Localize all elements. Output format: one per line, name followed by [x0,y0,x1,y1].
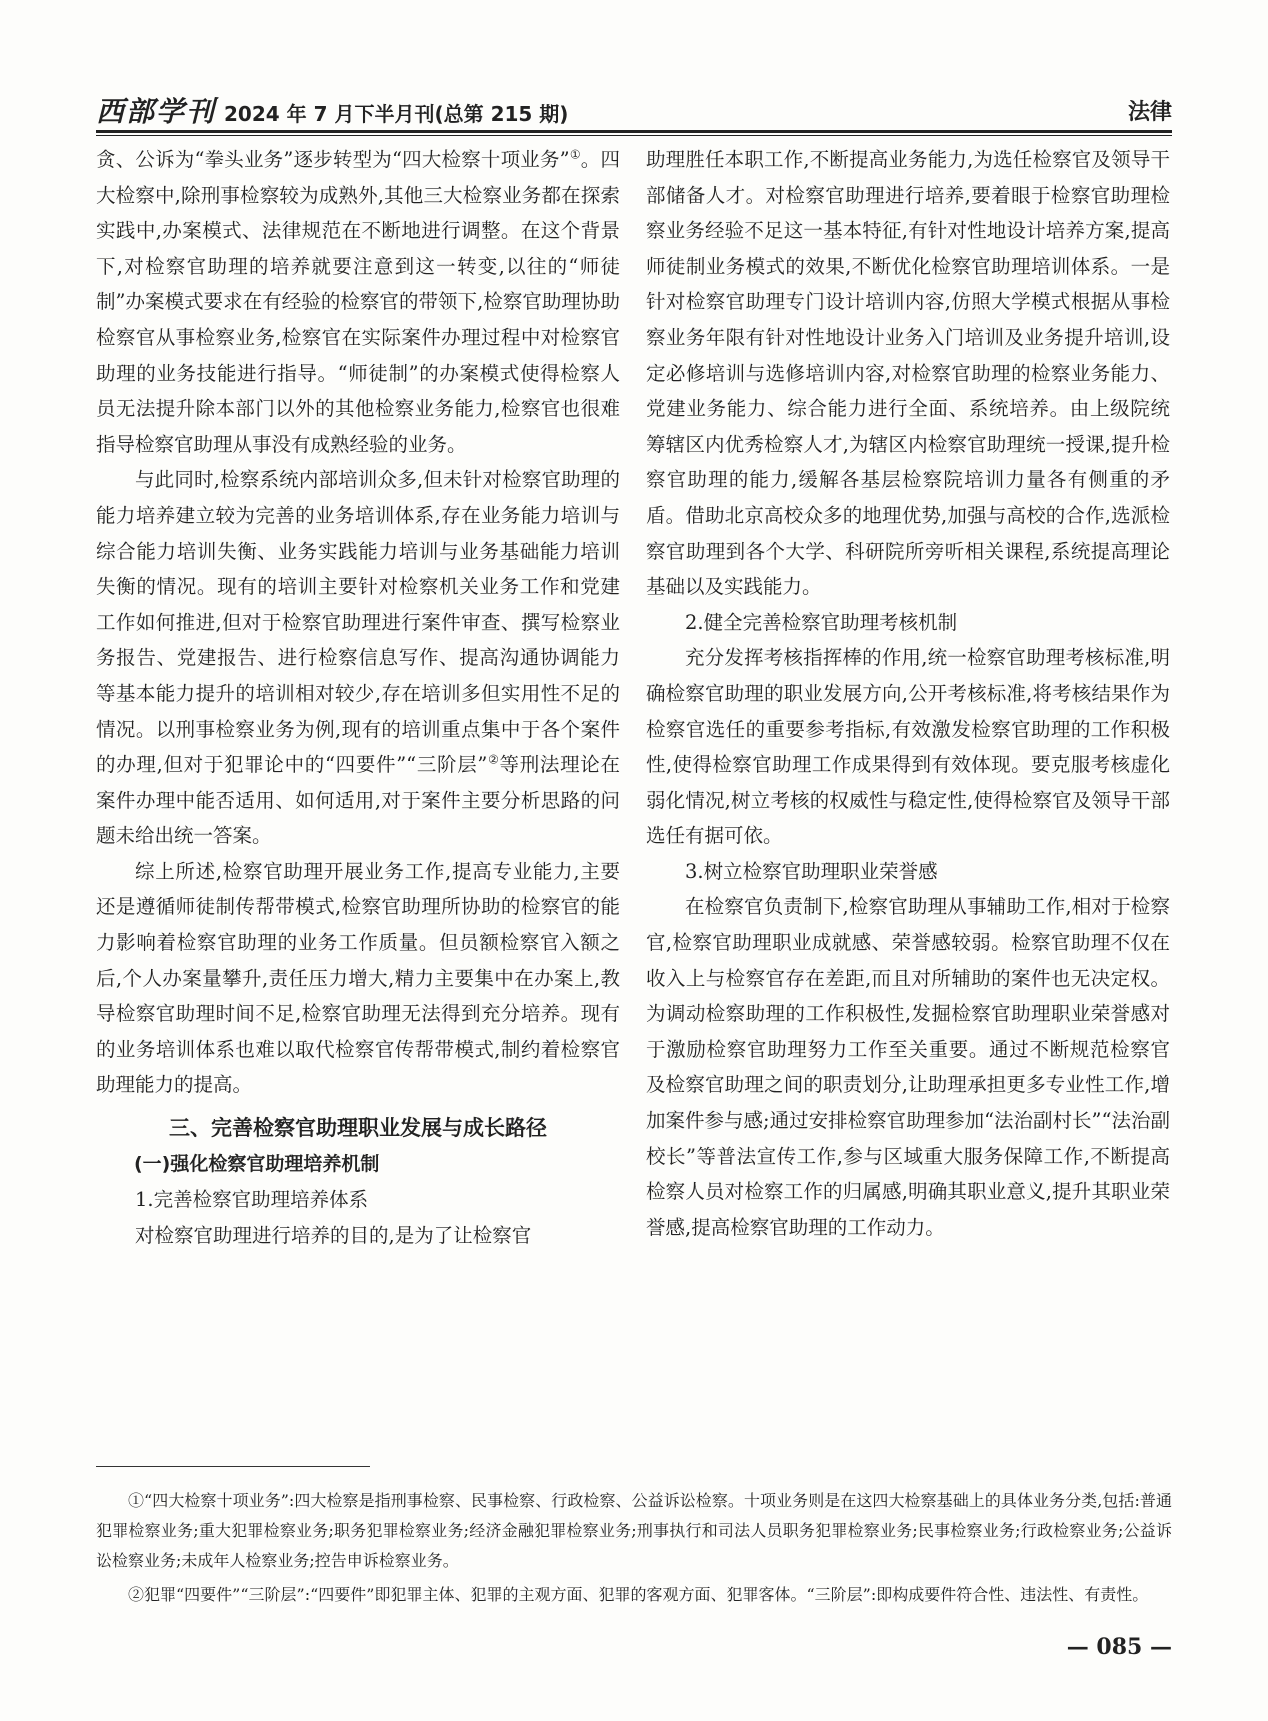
paragraph: 与此同时,检察系统内部培训众多,但未针对检察官助理的能力培养建立较为完善的业务培训体系,存在业务能力培训与综合能力培训失衡、业务实践能力培训与业务基础能力培训失衡的情况。现有的培训主要针对检察机关业务工作和党建工作如何推进,但对于检察官助理进行案件审查、撰写检察业务报告、党建报告、进行检察信息写作、提高沟通协调能力等基本能力提升的培训相对较少,存在培训多但实用性不足的情况。以刑事检察业务为例,现有的培训重点集中于各个案件的办理,但对于犯罪论中的“四要件”“三阶层”②等刑法理论在案件办理中能否适用、如何适用,对于案件主要分析思路的问题未给出统一答案。 [96,468,620,848]
subsubsection-heading: 3.树立检察官助理职业荣誉感 [685,859,938,883]
subsubsection-heading: 1.完善检察官助理培养体系 [135,1188,369,1212]
paragraph: 在检察官负责制下,检察官助理从事辅助工作,相对于检察官,检察官助理职业成就感、荣誉感较弱。检察官助理不仅在收入上与检察官存在差距,而且对所辅助的案件也无决定权。为调动检察助理的工作积极性,发掘检察官助理职业荣誉感对于激励检察官助理努力工作至关重要。通过不断规范检察官及检察官助理之间的职责划分,让助理承担更多专业性工作,增加案件参与感;通过安排检察官助理参加“法治副村长”“法治副校长”等普法宣传工作,参与区域重大服务保障工作,不断提高检察人员对检察工作的归属感,明确其职业意义,提升其职业荣誉感,提高检察官助理的工作动力。 [646,895,1170,1239]
issue-info: 2024 年 7 月下半月刊(总第 215 期) [224,102,569,126]
section-heading: 三、完善检察官助理职业发展与成长路径 [169,1116,547,1141]
footnotes [96,1486,1172,1614]
footnote-2: ②犯罪“四要件”“三阶层”:“四要件”即犯罪主体、犯罪的主观方面、犯罪的客观方面、犯罪客体。“三阶层”:即构成要件符合性、违法性、有责性。 [128,1585,1149,1604]
paragraph: 综上所述,检察官助理开展业务工作,提高专业能力,主要还是遵循师徒制传帮带模式,检察官助理所协助的检察官的能力影响着检察官助理的业务工作质量。但员额检察官入额之后,个人办案量攀升,责任压力增大,精力主要集中在办案上,教导检察官助理时间不足,检察官助理无法得到充分培养。现有的业务培训体系也难以取代检察官传帮带模式,制约着检察官助理能力的提高。 [96,859,620,1097]
footnote-rule [96,1466,370,1467]
paragraph: 贪、公诉为“拳头业务”逐步转型为“四大检察十项业务”①。四大检察中,除刑事检察较为成熟外,其他三大检察业务都在探索实践中,办案模式、法律规范在不断地进行调整。在这个背景下,对检察官助理的培养就要注意到这一转变,以往的“师徒制”办案模式要求在有经验的检察官的带领下,检察官助理协助检察官从事检察业务,检察官在实际案件办理过程中对检察官助理的业务技能进行指导。“师徒制”的办案模式使得检察人员无法提升除本部门以外的其他检察业务能力,检察官也很难指导检察官助理从事没有成熟经验的业务。 [96,147,620,456]
section-label: 法律 [1127,100,1172,125]
page-number: — 085 — [1066,1634,1172,1660]
header-left [96,95,569,128]
footnote-1: ①“四大检察十项业务”:四大检察是指刑事检察、民事检察、行政检察、公益诉讼检察。十项业务则是在这四大检察基础上的具体业务分类,包括:普通犯罪检察业务;重大犯罪检察业务;职务犯罪检察业务;经济金融犯罪检察业务;刑事执行和司法人员职务犯罪检察业务;民事检察业务;行政检察业务;公益诉讼检察业务;未成年人检察业务;控告申诉检察业务。 [96,1491,1172,1570]
journal-logo: 西部学刊 [96,95,217,128]
right-column [646,142,1170,1245]
paragraph: 充分发挥考核指挥棒的作用,统一检察官助理考核标准,明确检察官助理的职业发展方向,公开考核标准,将考核结果作为检察官选任的重要参考指标,有效激发检察官助理的工作积极性,使得检察官助理工作成果得到有效体现。要克服考核虚化弱化情况,树立考核的权威性与稳定性,使得检察官及领导干部选任有据可依。 [646,646,1170,848]
subsection-heading: (一)强化检察官助理培养机制 [134,1153,380,1176]
footnote-ref-2[interactable]: ② [487,752,500,767]
paragraph: 助理胜任本职工作,不断提高业务能力,为选任检察官及领导干部储备人才。对检察官助理进行培养,要着眼于检察官助理检察业务经验不足这一基本特征,有针对性地设计培养方案,提高师徒制业务模式的效果,不断优化检察官助理培训体系。一是针对检察官助理专门设计培训内容,仿照大学模式根据从事检察业务年限有针对性地设计业务入门培训及业务提升培训,设定必修培训与选修培训内容,对检察官助理的检察业务能力、党建业务能力、综合能力进行全面、系统培养。由上级院统筹辖区内优秀检察人才,为辖区内检察官助理统一授课,提升检察官助理的能力,缓解各基层检察院培训力量各有侧重的矛盾。借助北京高校众多的地理优势,加强与高校的合作,选派检察官助理到各个大学、科研院所旁听相关课程,系统提高理论基础以及实践能力。 [646,148,1170,599]
footnote-ref-1[interactable]: ① [569,147,581,162]
paragraph: 对检察官助理进行培养的目的,是为了让检察官 [135,1223,532,1247]
subsubsection-heading: 2.健全完善检察官助理考核机制 [685,610,958,634]
left-column [96,142,620,1253]
header-rule [96,130,1172,133]
running-header [96,86,1172,126]
header-rule-thin [96,135,1172,136]
